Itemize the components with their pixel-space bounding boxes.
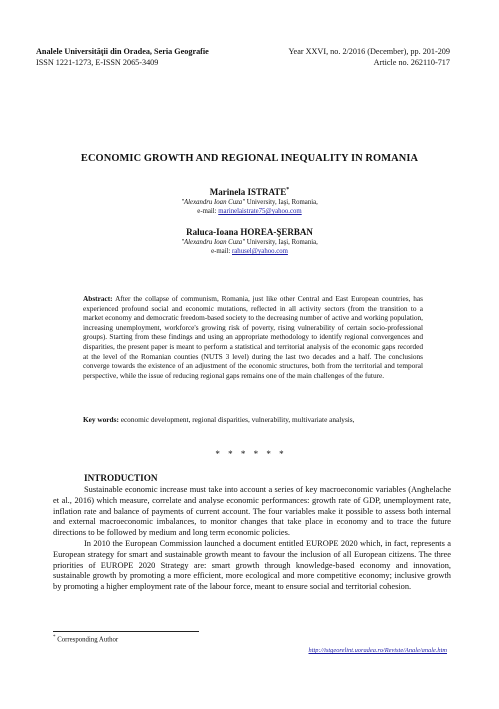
paper-title: ECONOMIC GROWTH AND REGIONAL INEQUALITY IN ROMANIA (80, 153, 419, 164)
author-affiliation: "Alexandru Ioan Cuza" University, Iaşi, Romania, (181, 239, 318, 246)
author-email: e-mail: rahusel@yahoo.com (211, 248, 288, 255)
issue-year-line: Year XXVI, no. 2/2016 (December), pp. 201-209 (288, 47, 450, 56)
footnote: * Corresponding Author (53, 635, 119, 644)
author-affiliation: "Alexandru Ioan Cuza" University, Iaşi, Romania, (181, 199, 318, 206)
author-name: Marinela ISTRATE* (209, 187, 290, 197)
author-block-2 (0, 226, 499, 256)
journal-issn: ISSN 1221-1273, E-ISSN 2065-3409 (36, 58, 159, 67)
paragraph: Sustainable economic increase must take into account a series of key macroeconomic variables (Anghelache et al., 2016) which measure, correlate and analyse economic performances: growth rate of GDP, unemployment rate, inflation rate and balance of payments of current account. The four variables make it possible to assess both internal and external macroeconomic imbalances, to monitor changes that take place in economy and to trace the future directions to be followed by medium and long term economic policies. (53, 485, 451, 538)
author-email: e-mail: marinelaistrate75@yahoo.com (197, 208, 302, 215)
author-name: Raluca-Ioana HOREA-ŞERBAN (186, 227, 313, 237)
author-email-link[interactable]: marinelaistrate75@yahoo.com (218, 208, 302, 215)
paragraph: In 2010 the European Commission launched a document entitled EUROPE 2020 which, in fact, represents a European strategy for smart and sustainable growth meant to favour the inclusion of all European citizens. The three priorities of EUROPE 2020 Strategy are: smart growth through knowledge-based economy and innovation, sustainable growth by promoting a more efficient, more ecological and more competitive economy; inclusive growth by promoting a higher employment rate of the labour force, meant to ensure social and territorial cohesion. (53, 538, 451, 592)
section-heading: INTRODUCTION (84, 473, 158, 483)
journal-header (36, 46, 209, 68)
abstract-text: After the collapse of communism, Romania, just like other Central and East European countries, has experienced profound social and economic mutations, reflected in all activity sectors (from the transition to a market economy and democratic freedom-based society to the decreasing number of active and working population, increasing unemployment, workforce's growing risk of poverty, rising vulnerability of certain socio-professional groups). Starting from these findings and using an appropriate methodology to identify regional convergences and disparities, the present paper is meant to perform a statistical and territorial analysis of the economic gaps recorded at the level of the Romanian counties (NUTS 3 level) during the last two decades and a half. The conclusions converge towards the existence of an adjustment of the economic structures, both from the territorial and temporal perspective, while the issue of reducing regional gaps remains one of the main challenges of the future. (83, 294, 423, 380)
author-block-1 (0, 184, 499, 216)
journal-url-link[interactable]: http://istgeorelint.uoradea.ro/Reviste/Anale/anale.htm (308, 647, 447, 654)
abstract (83, 294, 423, 380)
article-number: Article no. 262110-717 (373, 58, 450, 67)
journal-url (309, 647, 448, 654)
issue-header (288, 46, 450, 68)
abstract-label: Abstract: (83, 294, 113, 303)
keywords-label: Key words: (83, 415, 119, 424)
journal-name: Analele Universităţii din Oradea, Seria Geografie (36, 47, 209, 56)
author-email-link[interactable]: rahusel@yahoo.com (232, 248, 288, 255)
footnote-rule (53, 631, 199, 632)
keywords-text: economic development, regional disparities, vulnerability, multivariate analysis, (118, 415, 355, 424)
section-separator: * * * * * * (215, 449, 284, 459)
keywords (83, 415, 428, 425)
intro-body (53, 485, 451, 593)
